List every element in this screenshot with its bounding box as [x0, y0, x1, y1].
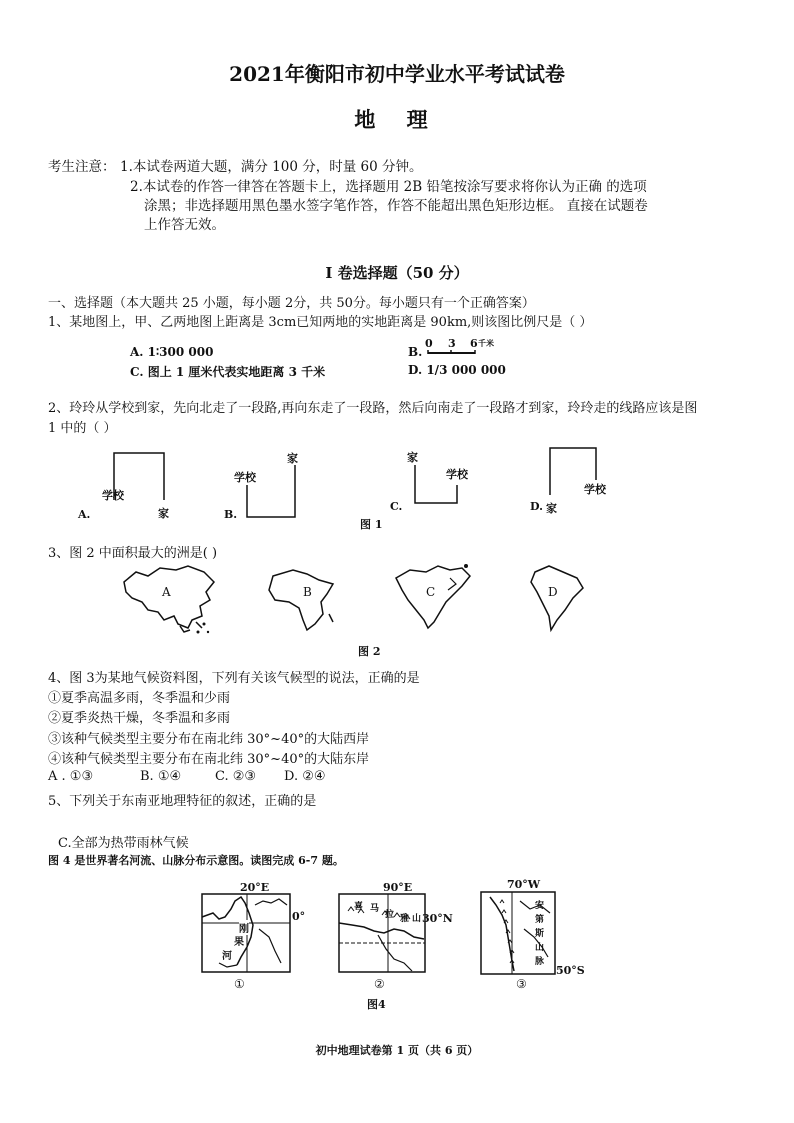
map2-label-xi: 喜 — [354, 902, 364, 912]
continent-north-america — [390, 562, 476, 638]
map3-label-mai: 脉 — [535, 957, 545, 967]
map3-label-si: 斯 — [535, 929, 545, 939]
q4-choice-a: A . ①③ — [48, 769, 94, 784]
q4-statement-4: ④该种气候类型主要分布在南北纬 30°~40°的大陆东岸 — [48, 752, 370, 767]
q5-stem: 5、下列关于东南亚地理特征的叙述，正确的是 — [48, 794, 317, 809]
map3-label-an: 安 — [535, 901, 545, 911]
fig1-d-home: 家 — [546, 502, 557, 515]
q1-stem: 1、某地图上，甲、乙两地图上距离是 3cm已知两地的实地距离是 90km,则该图比例尺是（ ） — [48, 315, 593, 330]
notice-line-2b: 涂黑；非选择题用黑色墨水签字笔作答，作答不能超出黑色矩形边框。 直接在试题卷 — [144, 198, 648, 214]
route-diagram-a — [80, 445, 190, 525]
fig2-caption: 图 2 — [358, 645, 381, 658]
fig1-b-home: 家 — [287, 452, 298, 465]
map3-latitude: 50°S — [556, 964, 585, 977]
continent-label-d: D — [548, 585, 558, 599]
map2-label-ya: 雅 — [400, 914, 410, 924]
map3-number: ③ — [516, 977, 527, 991]
q1-scale-bar — [425, 350, 485, 358]
fig1-caption: 图 1 — [360, 518, 383, 531]
map1-label-he: 河 — [222, 951, 232, 962]
fig1-d-letter: D. — [530, 500, 543, 513]
continent-label-c: C — [426, 585, 436, 599]
map1-number: ① — [234, 977, 245, 991]
map3-label-di: 第 — [535, 915, 545, 925]
fig1-a-letter: A. — [78, 508, 91, 521]
fig1-a-school: 学校 — [102, 489, 124, 502]
q1-scale-unit: 千米 — [478, 338, 494, 348]
page-footer: 初中地理试卷第 1 页（共 6 页） — [315, 1044, 479, 1057]
map2-longitude: 90°E — [383, 881, 413, 894]
continent-label-b: B — [303, 585, 312, 599]
continent-label-a: A — [162, 585, 171, 599]
route-diagram-b — [225, 445, 325, 525]
map1-label-guo: 果 — [234, 937, 244, 948]
q2-stem-line-1: 2、玲玲从学校到家，先向北走了一段路,再向东走了一段路，然后向南走了一段路才到家，玲玲走的线路应该是图 — [48, 401, 698, 416]
q1-scale-tick-3: 3 — [448, 337, 456, 350]
notice-label: 考生注意： — [48, 159, 116, 175]
map2-number: ② — [374, 977, 385, 991]
q4-statement-3: ③该种气候类型主要分布在南北纬 30°~40°的大陆西岸 — [48, 732, 370, 747]
q1-option-a: A. 1∶300 000 — [130, 345, 214, 359]
fig1-c-home: 家 — [407, 451, 418, 464]
continent-asia — [118, 562, 218, 638]
map2-latitude: 30°N — [422, 912, 453, 925]
q5-option-c: C.全部为热带雨林气候 — [58, 836, 189, 851]
q4-statement-2: ②夏季炎热干燥，冬季温和多雨 — [48, 711, 231, 726]
fig1-a-home: 家 — [158, 507, 169, 520]
fig1-d-school: 学校 — [584, 483, 606, 496]
q4-choice-b: B. ①④ — [140, 769, 182, 784]
map1-longitude: 20°E — [240, 881, 270, 894]
q4-statement-1: ①夏季高温多雨，冬季温和少雨 — [48, 691, 231, 706]
map3-label-shan: 山 — [535, 943, 545, 953]
map2-label-ma: 马 — [370, 904, 380, 914]
q1-scale-tick-0: 0 — [425, 337, 433, 350]
map1-latitude: 0° — [292, 910, 306, 923]
section-heading: I 卷选择题（50 分） — [325, 264, 469, 282]
q1-option-b-label: B. — [408, 345, 423, 359]
map3-longitude: 70°W — [507, 878, 541, 891]
q4-choice-c: C. ②③ — [215, 769, 257, 784]
continent-africa — [263, 566, 343, 636]
q4-stem: 4、图 3为某地气候资料图，下列有关该气候型的说法，正确的是 — [48, 671, 420, 686]
fig1-c-letter: C. — [390, 500, 403, 513]
q4-choice-d: D. ②④ — [284, 769, 326, 784]
page-title: 2021年衡阳市初中学业水平考试试卷 — [229, 62, 565, 86]
q1-option-d: D. 1/3 000 000 — [408, 363, 506, 377]
map-andes — [480, 891, 556, 975]
section-instructions: 一、选择题（本大题共 25 小题，每小题 2分，共 50分。每小题只有一个正确答案） — [48, 296, 535, 311]
notice-line-1: 1.本试卷两道大题，满分 100 分，时量 60 分钟。 — [120, 159, 423, 175]
map2-label-shan: 山 — [412, 914, 422, 924]
fig1-b-letter: B. — [224, 508, 238, 521]
fig4-intro: 图 4 是世界著名河流、山脉分布示意图。读图完成 6-7 题。 — [48, 854, 344, 867]
map1-label-gang: 刚 — [239, 920, 249, 935]
q1-scale-tick-6: 6 — [470, 337, 478, 350]
map-himalaya — [338, 893, 426, 973]
q3-stem: 3、图 2 中面积最大的洲是( ) — [48, 546, 218, 561]
route-diagram-d — [530, 440, 620, 520]
continent-south-america — [527, 562, 589, 634]
fig1-c-school: 学校 — [446, 468, 468, 481]
notice-line-2c: 上作答无效。 — [144, 217, 225, 233]
q2-stem-line-2: 1 中的（ ） — [48, 421, 117, 436]
fig4-caption: 图4 — [367, 998, 386, 1011]
notice-line-2a: 2.本试卷的作答一律答在答题卡上，选择题用 2B 铅笔按涂写要求将你认为正确 的选项 — [130, 179, 647, 195]
q1-option-c: C. 图上 1 厘米代表实地距离 3 千米 — [130, 365, 326, 379]
fig1-b-school: 学校 — [234, 471, 256, 484]
subject-title: 地 理 — [354, 107, 440, 132]
map2-label-la: 拉 — [385, 910, 395, 920]
